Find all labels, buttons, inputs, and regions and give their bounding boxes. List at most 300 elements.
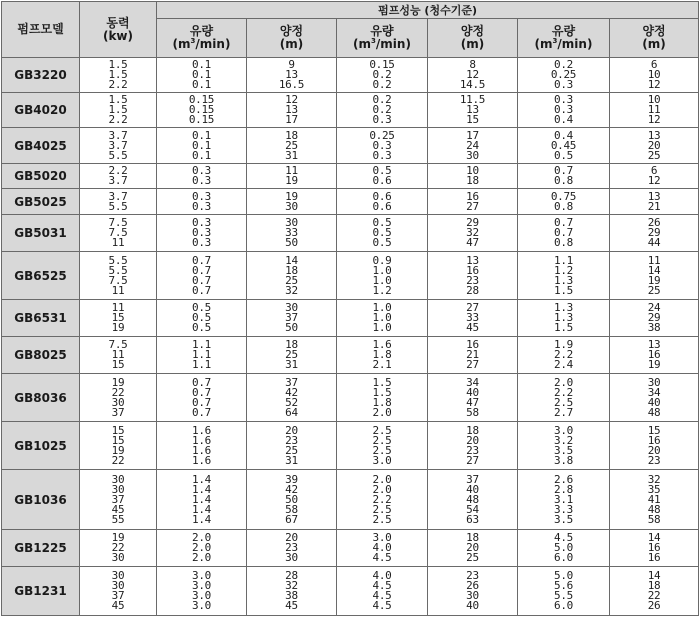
cell-value: 54 (466, 502, 479, 516)
cell-value: 31 (285, 148, 298, 162)
cell-value: 58 (285, 502, 298, 516)
h2-cell (428, 374, 518, 422)
cell-value: 15 (111, 311, 125, 324)
f2-cell (337, 128, 428, 164)
cell-value: 0.8 (554, 199, 573, 213)
cell-value: 1.5 (108, 103, 128, 116)
f2-cell (337, 252, 428, 300)
cell-value: 24 (647, 301, 661, 314)
cell-value: 22 (111, 541, 125, 554)
cell-value: 19 (111, 531, 125, 544)
cell-value: 30 (647, 375, 661, 389)
cell-value: 0.7 (554, 164, 573, 177)
cell-value: 4.5 (372, 599, 392, 612)
cell-value: 3.0 (554, 423, 573, 437)
h2-cell (428, 93, 518, 128)
cell-value: 2.7 (554, 405, 573, 419)
cell-value: 3.7 (108, 128, 128, 142)
cell-value: 19 (111, 375, 125, 389)
cell-value: 11 (111, 301, 125, 314)
h2-cell (428, 300, 518, 337)
cell-value: 0.7 (192, 375, 211, 389)
cell-value: 29 (647, 226, 661, 239)
cell-value: 32 (285, 283, 298, 297)
cell-value: 30 (111, 482, 125, 496)
f3-cell (518, 93, 610, 128)
cell-value: 30 (111, 395, 125, 409)
model-cell: GB5025 (2, 189, 80, 215)
cell-value: 0.2 (372, 78, 392, 91)
cell-value: 2.0 (372, 472, 392, 486)
cell-value: 0.2 (372, 103, 392, 116)
h1-cell (247, 374, 337, 422)
cell-value: 13 (466, 253, 479, 267)
power-cell (80, 215, 157, 252)
cell-value: 25 (285, 443, 298, 457)
cell-value: 1.5 (372, 385, 392, 399)
f3-cell (518, 164, 610, 189)
model-cell: GB1025 (2, 422, 80, 470)
cell-value: 58 (647, 512, 661, 526)
cell-value: 13 (285, 68, 298, 81)
cell-value: 25 (647, 148, 661, 162)
cell-value: 1.2 (554, 263, 573, 277)
cell-value: 1.4 (192, 502, 211, 516)
cell-value: 12 (285, 93, 298, 106)
cell-value: 1.0 (372, 301, 392, 314)
cell-value: 0.7 (192, 385, 211, 399)
cell-value: 34 (466, 375, 479, 389)
header-power: 동력 (kw) (80, 2, 157, 58)
cell-value: 40 (466, 385, 479, 399)
cell-value: 2.2 (108, 78, 128, 91)
cell-value: 0.2 (372, 68, 392, 81)
cell-value: 18 (647, 579, 661, 592)
cell-value: 2.5 (372, 502, 392, 516)
f1-cell (157, 252, 247, 300)
table-row (2, 422, 699, 470)
cell-value: 2.2 (554, 385, 573, 399)
power-cell (80, 189, 157, 215)
cell-value: 1.6 (372, 338, 392, 351)
h3-cell (610, 422, 699, 470)
cell-value: 0.3 (372, 113, 392, 126)
cell-value: 0.5 (372, 226, 392, 239)
power-cell (80, 128, 157, 164)
cell-value: 48 (647, 502, 661, 516)
cell-value: 27 (466, 199, 479, 213)
h1-cell (247, 337, 337, 374)
cell-value: 18 (466, 174, 479, 187)
h3-cell (610, 374, 699, 422)
h1-cell (247, 530, 337, 567)
cell-value: 52 (285, 395, 298, 409)
cell-value: 3.3 (554, 502, 573, 516)
table-row (2, 567, 699, 616)
cell-value: 18 (466, 531, 479, 544)
cell-value: 0.25 (369, 128, 395, 142)
cell-value: 50 (285, 236, 298, 249)
cell-value: 16 (647, 433, 661, 447)
f3-cell (518, 215, 610, 252)
cell-value: 0.25 (550, 68, 577, 81)
cell-value: 6 (650, 164, 658, 177)
cell-value: 38 (647, 321, 661, 334)
power-cell (80, 252, 157, 300)
cell-value: 1.1 (192, 338, 211, 351)
cell-value: 1.1 (192, 348, 211, 361)
cell-value: 40 (647, 395, 661, 409)
cell-value: 26 (647, 216, 661, 229)
f2-cell (337, 93, 428, 128)
model-cell: GB3220 (2, 58, 80, 93)
cell-value: 8 (469, 58, 476, 71)
cell-value: 2.0 (554, 375, 573, 389)
cell-value: 7.5 (108, 226, 128, 239)
cell-value: 37 (111, 492, 125, 506)
cell-value: 11 (647, 253, 661, 267)
cell-value: 3.0 (192, 599, 211, 612)
cell-value: 3.7 (108, 174, 128, 187)
power-cell (80, 164, 157, 189)
h2-cell (428, 215, 518, 252)
cell-value: 6 (650, 58, 658, 71)
cell-value: 47 (466, 236, 479, 249)
h1-cell (247, 93, 337, 128)
cell-value: 3.0 (192, 569, 211, 582)
cell-value: 0.1 (192, 138, 211, 152)
cell-value: 1.1 (192, 358, 211, 371)
cell-value: 0.3 (192, 226, 211, 239)
cell-value: 0.15 (188, 93, 215, 106)
model-cell: GB6531 (2, 300, 80, 337)
cell-value: 0.3 (192, 189, 211, 203)
cell-value: 20 (285, 423, 298, 437)
cell-value: 25 (647, 283, 661, 297)
cell-value: 41 (647, 492, 661, 506)
cell-value: 1.9 (554, 338, 573, 351)
cell-value: 33 (285, 226, 298, 239)
cell-value: 16 (466, 338, 479, 351)
cell-value: 3.8 (554, 453, 573, 467)
cell-value: 63 (466, 512, 479, 526)
f3-cell (518, 252, 610, 300)
cell-value: 11.5 (459, 93, 486, 106)
header-model: 펌프모델 (2, 2, 80, 58)
cell-value: 24 (466, 138, 479, 152)
model-cell: GB8025 (2, 337, 80, 374)
cell-value: 33 (466, 311, 479, 324)
cell-value: 11 (111, 348, 125, 361)
cell-value: 1.0 (372, 273, 392, 287)
h1-cell (247, 567, 337, 616)
model-cell: GB5020 (2, 164, 80, 189)
cell-value: 13 (285, 103, 298, 116)
cell-value: 11 (111, 236, 125, 249)
cell-value: 2.0 (192, 531, 211, 544)
h3-cell (610, 252, 699, 300)
cell-value: 32 (466, 226, 479, 239)
cell-value: 0.5 (554, 148, 573, 162)
h3-cell (610, 300, 699, 337)
cell-value: 67 (285, 512, 298, 526)
f2-cell (337, 300, 428, 337)
cell-value: 16 (466, 263, 479, 277)
table-row (2, 58, 699, 93)
model-cell: GB1225 (2, 530, 80, 567)
cell-value: 30 (285, 551, 298, 564)
cell-value: 3.7 (108, 138, 128, 152)
cell-value: 29 (647, 311, 661, 324)
table-row (2, 470, 699, 530)
cell-value: 30 (466, 589, 479, 602)
cell-value: 1.4 (192, 512, 211, 526)
h1-cell (247, 215, 337, 252)
power-cell (80, 470, 157, 530)
cell-value: 12 (466, 68, 479, 81)
cell-value: 0.3 (554, 103, 573, 116)
cell-value: 1.4 (192, 492, 211, 506)
cell-value: 39 (285, 472, 298, 486)
model-cell: GB4020 (2, 93, 80, 128)
cell-value: 45 (285, 599, 298, 612)
cell-value: 50 (285, 492, 298, 506)
cell-value: 6.0 (554, 551, 573, 564)
cell-value: 17 (466, 128, 479, 142)
cell-value: 4.0 (372, 541, 392, 554)
h3-cell (610, 470, 699, 530)
cell-value: 2.2 (108, 113, 128, 126)
cell-value: 18 (285, 128, 298, 142)
cell-value: 10 (466, 164, 479, 177)
cell-value: 15 (111, 423, 125, 437)
cell-value: 4.0 (372, 569, 392, 582)
cell-value: 2.0 (192, 541, 211, 554)
f3-cell (518, 567, 610, 616)
cell-value: 47 (466, 395, 479, 409)
cell-value: 15 (647, 423, 661, 437)
cell-value: 19 (647, 273, 661, 287)
cell-value: 15 (111, 358, 125, 371)
cell-value: 1.3 (554, 273, 573, 287)
cell-value: 25 (285, 138, 298, 152)
header-head-1: 양정 (m) (247, 19, 337, 58)
cell-value: 42 (285, 385, 298, 399)
cell-value: 1.5 (554, 283, 573, 297)
cell-value: 0.5 (192, 301, 211, 314)
f1-cell (157, 189, 247, 215)
cell-value: 0.3 (554, 93, 573, 106)
h3-cell (610, 128, 699, 164)
cell-value: 16 (647, 541, 661, 554)
header-head-2: 양정 (m) (428, 19, 518, 58)
cell-value: 40 (466, 482, 479, 496)
cell-value: 2.4 (554, 358, 573, 371)
f1-cell (157, 567, 247, 616)
h3-cell (610, 93, 699, 128)
table-row (2, 530, 699, 567)
f1-cell (157, 215, 247, 252)
cell-value: 14 (647, 531, 661, 544)
cell-value: 29 (466, 216, 479, 229)
h2-cell (428, 470, 518, 530)
cell-value: 5.0 (554, 541, 573, 554)
f1-cell (157, 300, 247, 337)
cell-value: 19 (111, 443, 125, 457)
table-row (2, 300, 699, 337)
cell-value: 13 (466, 103, 479, 116)
cell-value: 0.3 (192, 164, 211, 177)
cell-value: 1.8 (372, 395, 392, 409)
cell-value: 2.8 (554, 482, 573, 496)
power-cell (80, 567, 157, 616)
cell-value: 14 (285, 253, 298, 267)
cell-value: 27 (466, 358, 479, 371)
cell-value: 0.5 (372, 164, 392, 177)
cell-value: 0.1 (192, 58, 211, 71)
cell-value: 1.0 (372, 321, 392, 334)
cell-value: 5.5 (108, 148, 128, 162)
cell-value: 5.0 (554, 569, 573, 582)
cell-value: 1.5 (108, 68, 128, 81)
cell-value: 3.5 (554, 443, 573, 457)
cell-value: 0.7 (554, 226, 573, 239)
cell-value: 0.3 (192, 216, 211, 229)
cell-value: 0.5 (192, 321, 211, 334)
model-cell: GB5031 (2, 215, 80, 252)
cell-value: 0.2 (554, 58, 573, 71)
cell-value: 1.3 (554, 311, 573, 324)
f3-cell (518, 128, 610, 164)
h3-cell (610, 530, 699, 567)
cell-value: 20 (285, 531, 298, 544)
cell-value: 2.0 (192, 551, 211, 564)
cell-value: 64 (285, 405, 298, 419)
cell-value: 9 (288, 58, 295, 71)
cell-value: 19 (285, 174, 298, 187)
cell-value: 15 (466, 113, 479, 126)
cell-value: 1.2 (372, 283, 392, 297)
cell-value: 11 (111, 283, 125, 297)
f3-cell (518, 470, 610, 530)
cell-value: 2.0 (372, 482, 392, 496)
cell-value: 30 (285, 301, 298, 314)
f2-cell (337, 470, 428, 530)
cell-value: 11 (647, 103, 661, 116)
h3-cell (610, 58, 699, 93)
cell-value: 37 (285, 375, 298, 389)
cell-value: 23 (466, 569, 479, 582)
cell-value: 19 (285, 189, 298, 203)
cell-value: 3.2 (554, 433, 573, 447)
cell-value: 0.7 (192, 273, 211, 287)
cell-value: 14 (647, 569, 661, 582)
cell-value: 0.8 (554, 174, 573, 187)
power-cell (80, 58, 157, 93)
cell-value: 5.5 (554, 589, 573, 602)
cell-value: 0.7 (192, 253, 211, 267)
cell-value: 28 (285, 569, 298, 582)
f3-cell (518, 530, 610, 567)
cell-value: 30 (285, 216, 298, 229)
table-row (2, 337, 699, 374)
cell-value: 2.0 (372, 405, 392, 419)
table-row (2, 252, 699, 300)
cell-value: 3.0 (192, 589, 211, 602)
h1-cell (247, 300, 337, 337)
cell-value: 0.1 (192, 148, 211, 162)
cell-value: 0.15 (188, 103, 215, 116)
cell-value: 0.3 (192, 236, 211, 249)
cell-value: 16 (466, 189, 479, 203)
header-flow-2: 유량 $(m^3/\min)$ (337, 19, 428, 58)
power-cell (80, 374, 157, 422)
cell-value: 35 (647, 482, 661, 496)
cell-value: 18 (285, 338, 298, 351)
h2-cell (428, 337, 518, 374)
cell-value: 1.6 (192, 433, 211, 447)
cell-value: 0.5 (192, 311, 211, 324)
cell-value: 3.1 (554, 492, 573, 506)
cell-value: 2.1 (372, 358, 392, 371)
cell-value: 38 (285, 589, 298, 602)
cell-value: 12 (647, 174, 661, 187)
f3-cell (518, 422, 610, 470)
cell-value: 20 (647, 138, 661, 152)
cell-value: 1.6 (192, 423, 211, 437)
model-cell: GB1231 (2, 567, 80, 616)
cell-value: 17 (285, 113, 298, 126)
cell-value: 16 (647, 551, 661, 564)
cell-value: 0.2 (372, 93, 392, 106)
cell-value: 30 (466, 148, 479, 162)
h3-cell (610, 215, 699, 252)
cell-value: 13 (647, 189, 661, 203)
table-row (2, 374, 699, 422)
cell-value: 1.5 (108, 93, 128, 106)
cell-value: 0.1 (192, 68, 211, 81)
cell-value: 32 (285, 579, 298, 592)
cell-value: 4.5 (372, 579, 392, 592)
table-row (2, 164, 699, 189)
cell-value: 44 (647, 236, 661, 249)
cell-value: 37 (111, 405, 125, 419)
cell-value: 19 (111, 321, 125, 334)
cell-value: 34 (647, 385, 661, 399)
cell-value: 21 (466, 348, 479, 361)
cell-value: 0.6 (372, 189, 392, 203)
cell-value: 30 (111, 569, 125, 582)
spec-table-container (1, 1, 698, 618)
header-flow-3: 유량 $(m^3/\min)$ (518, 19, 610, 58)
table-row (2, 215, 699, 252)
cell-value: 1.0 (372, 263, 392, 277)
cell-value: 0.4 (554, 113, 573, 126)
cell-value: 0.3 (372, 138, 392, 152)
f2-cell (337, 567, 428, 616)
f1-cell (157, 93, 247, 128)
cell-value: 12 (647, 113, 661, 126)
cell-value: 1.1 (554, 253, 573, 267)
header-flow-1: 유량 $(m^3/\min)$ (157, 19, 247, 58)
power-cell (80, 337, 157, 374)
cell-value: 4.5 (372, 589, 392, 602)
cell-value: 10 (647, 93, 661, 106)
f1-cell (157, 422, 247, 470)
cell-value: 1.4 (192, 472, 211, 486)
cell-value: 2.5 (372, 423, 392, 437)
f2-cell (337, 164, 428, 189)
